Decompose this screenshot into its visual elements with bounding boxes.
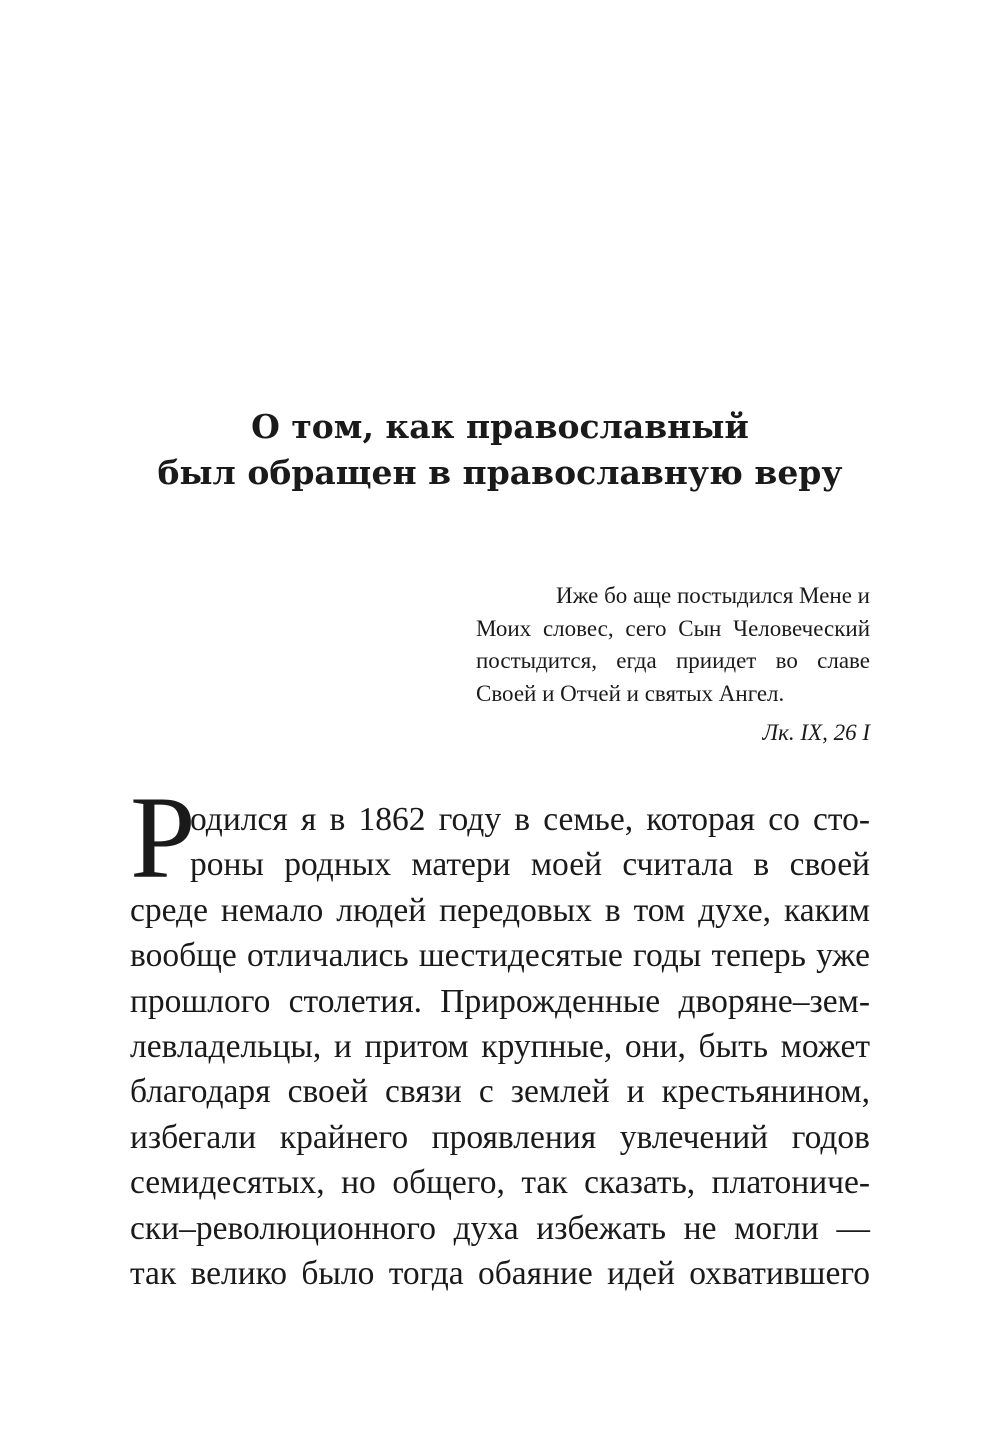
chapter-title	[100, 404, 900, 496]
body-line-5: прошлого столетия. Прирожденные дворяне–зем-	[130, 982, 870, 1020]
body-line-10: ски–революционного духа избежать не могли —	[130, 1209, 870, 1247]
body-line-4: вообще отличались шестидесятые годы теперь уже	[130, 937, 870, 975]
chapter-title-line-2: был обращен в православную веру	[157, 453, 843, 492]
body-line-1: одился я в 1862 году в семье, которая со сто-	[190, 801, 870, 838]
epigraph-source: Лк. IX, 26 I	[762, 720, 870, 745]
epigraph-line-2: Моих словес, сего Сын Человеческий	[476, 615, 870, 641]
chapter-title-line-1: О том, как православный	[251, 407, 749, 446]
body-line-6: левладельцы, и притом крупные, они, быть может	[130, 1027, 870, 1065]
body-line-3: среде немало людей передовых в том духе, каким	[130, 891, 870, 929]
drop-cap: Р	[130, 772, 196, 903]
epigraph-line-1: Иже бо аще постыдился Мене и	[555, 583, 870, 608]
body-line-8: избегали крайнего проявления увлечений годов	[130, 1118, 870, 1156]
epigraph-line-4: Своей и Отчей и святых Ангел.	[476, 680, 785, 706]
body-line-9: семидесятых, но общего, так сказать, платониче-	[130, 1164, 870, 1202]
body-line-7: благодаря своей связи с землей и крестьянином,	[130, 1073, 870, 1111]
epigraph-line-3: постыдится, егда приидет во славе	[476, 648, 870, 673]
body-line-2: роны родных матери моей считала в своей	[190, 846, 870, 884]
body-line-11: так велико было тогда обаяние идей охватившего	[130, 1254, 870, 1292]
epigraph	[476, 580, 870, 710]
body-paragraph	[130, 797, 870, 1296]
